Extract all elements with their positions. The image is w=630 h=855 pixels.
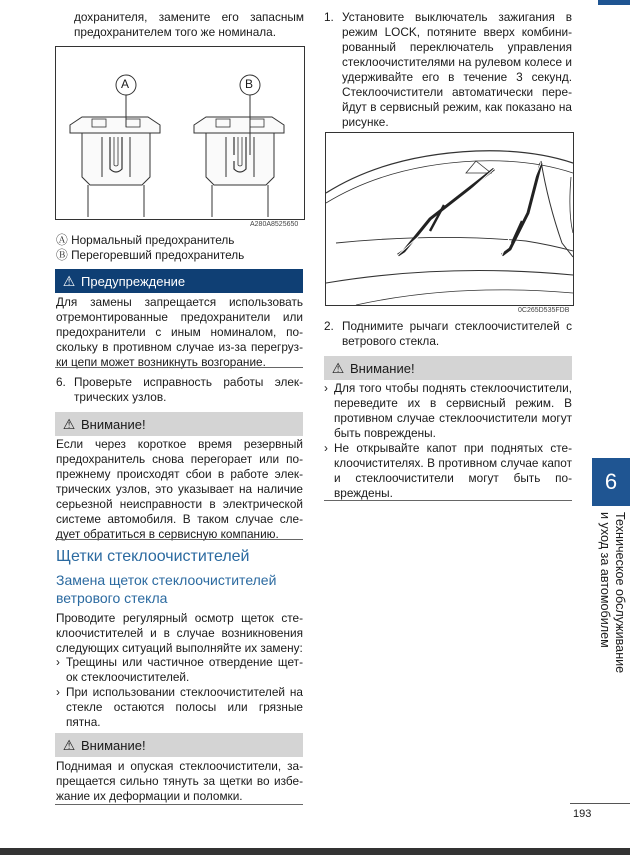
- chapter-tab: [592, 458, 630, 506]
- step-2-text: Поднимите рычаги стеклоочистителей с ветрового стекла.: [342, 319, 572, 348]
- intro-line-1: дохранителя, замените его запасным: [74, 10, 304, 24]
- fuse-illustration: [56, 47, 304, 219]
- fuse-blown-drawing: [194, 117, 284, 217]
- warning-triangle-icon: ⚠: [62, 273, 76, 289]
- fuse-legend: [56, 233, 306, 263]
- callout-b-label: B: [245, 77, 254, 91]
- step-6: [56, 375, 303, 405]
- legend-blown: Ⓑ Перегоревший предохранитель: [56, 248, 245, 262]
- attention-2-text: Поднимая и опуская стеклоочистители, запрещается сильно тянуть за щетки во избежание их деформации и поломки.: [56, 759, 303, 803]
- attention-1-title: Внимание!: [81, 417, 146, 432]
- attention-right-bullet-2-text: Не открывайте капот при поднятых стеклоочистителях. В противном случае капот и стеклоочистители могут быть повреждены.: [334, 441, 572, 500]
- attention-2-header: [55, 733, 303, 757]
- attention-1-divider: [55, 539, 303, 540]
- attention-right-bullet-2: › Не открывайте капот при поднятых стеклоочистителях. В противном случае капот и стеклоочистители могут быть повреждены.: [324, 441, 572, 500]
- step-1-text: Установите выключатель зажигания в режим LOCK, потяните вверх комбинированный переключатель управления стеклоочистителями на рулевом колесе и удерживайте его в течение 3 секунд. Стеклоочистители автоматически перейдут в сервисный режим, как показано на рисунке.: [342, 10, 572, 129]
- attention-right-header: [324, 356, 572, 380]
- subsection-title: Замена щеток стеклоочистителей ветрового стекла: [56, 572, 277, 606]
- inspection-bullet-1: › Трещины или частичное отвердение щеток стеклоочистителей.: [56, 655, 303, 684]
- chapter-title-vertical: [597, 512, 630, 674]
- attention-right-title: Внимание!: [350, 361, 415, 376]
- footer-rule: [570, 803, 630, 804]
- windshield-figure: [325, 132, 574, 306]
- windshield-illustration: [326, 133, 573, 305]
- top-edge-strip: [598, 0, 630, 5]
- fuse-normal-drawing: [70, 117, 160, 217]
- chapter-title-line-1: Техническое обслуживание: [613, 512, 627, 674]
- step-6-number: 6.: [56, 375, 66, 389]
- legend-normal: Ⓐ Нормальный предохранитель: [56, 233, 235, 247]
- warning-text: Для замены запрещается использовать отремонтированные предохранители или предохранители с иным номиналом, поскольку в противном случае из-за перегрузки цепи может возникнуть возгорание.: [56, 295, 303, 369]
- inspection-bullet-2-text: При использовании стеклоочистителей на стекле остаются полосы или грязные пятна.: [66, 685, 303, 729]
- attention-triangle-icon: ⚠: [62, 737, 76, 753]
- chapter-title-line-2: и уход за автомобилем: [598, 512, 612, 648]
- inspection-bullet-2: › При использовании стеклоочистителей на стекле остаются полосы или грязные пятна.: [56, 685, 303, 729]
- chapter-number: 6: [604, 469, 618, 494]
- intro-text: [74, 10, 304, 40]
- step-2-number: 2.: [324, 319, 334, 333]
- footer-bottom-bar: [0, 848, 630, 855]
- callout-a-label: A: [121, 77, 130, 91]
- windshield-figure-code: 0C265D535FDB: [518, 307, 570, 314]
- attention-1-header: [55, 412, 303, 436]
- attention-1-text: Если через короткое время резервный предохранитель снова перегорает или попрежнему происходят сбои в работе электрических узлов, это указывает на наличие серьезной неисправности в электрической системе автомобиля. В таком случае следует обратиться в сервисную компанию.: [56, 437, 303, 541]
- warning-header: [55, 269, 303, 293]
- step-1: [324, 10, 572, 130]
- inspection-paragraph: Проводите регулярный осмотр щеток стеклоочистителей и в случае возникновения следующих ситуаций выполняйте их замену:: [56, 611, 303, 655]
- attention-right-bullets: [324, 381, 572, 501]
- step-2: [324, 319, 572, 349]
- step-6-text: Проверьте исправность работы электрических узлов.: [74, 375, 303, 404]
- fuse-figure-code: A280A8525650: [250, 221, 299, 228]
- step-1-number: 1.: [324, 10, 334, 24]
- warning-divider: [55, 367, 303, 368]
- attention-right-bullet-1: › Для того чтобы поднять стеклоочистители, переведите их в сервисный режим. В противном случае стеклоочистители могут быть повреждены.: [324, 381, 572, 440]
- attention-2-title: Внимание!: [81, 738, 146, 753]
- attention-right-bullet-1-text: Для того чтобы поднять стеклоочистители, переведите их в сервисный режим. В противном случае стеклоочистители могут быть повреждены.: [334, 381, 572, 440]
- section-title: Щетки стеклоочистителей: [56, 548, 250, 565]
- attention-right-divider: [324, 500, 572, 501]
- fuse-figure: [55, 46, 305, 220]
- page-number: 193: [573, 808, 592, 820]
- attention-triangle-icon: ⚠: [331, 360, 345, 376]
- warning-title: Предупреждение: [81, 274, 186, 289]
- attention-triangle-icon: ⚠: [62, 416, 76, 432]
- inspection-bullets: [56, 655, 303, 730]
- intro-line-2: предохранителем того же номинала.: [74, 25, 276, 39]
- attention-2-divider: [55, 804, 303, 805]
- inspection-bullet-1-text: Трещины или частичное отвердение щеток стеклоочистителей.: [66, 655, 303, 684]
